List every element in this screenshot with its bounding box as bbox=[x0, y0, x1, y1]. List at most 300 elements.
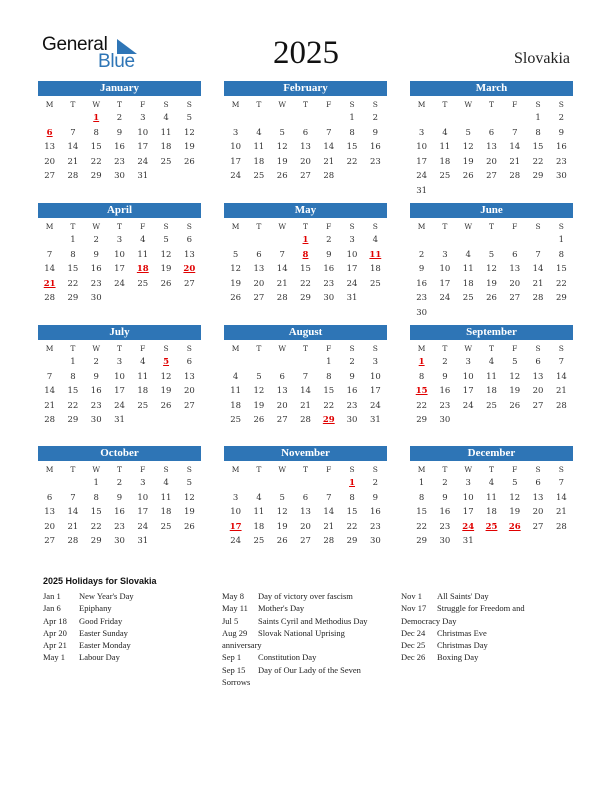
weekday-label: W bbox=[464, 100, 473, 109]
weekday-label: S bbox=[163, 222, 169, 231]
month-april bbox=[38, 203, 201, 306]
day: 1 bbox=[349, 113, 355, 123]
day: 19 bbox=[253, 400, 265, 411]
holiday-date: Nov 1 bbox=[401, 591, 423, 601]
day: 11 bbox=[253, 507, 265, 517]
holiday-item bbox=[401, 602, 525, 627]
holiday-name-continued: Democracy Day bbox=[401, 615, 457, 626]
day: 22 bbox=[67, 400, 79, 411]
day: 2 bbox=[116, 478, 123, 488]
day: 7 bbox=[535, 249, 541, 260]
day: 6 bbox=[279, 371, 285, 382]
day: 25 bbox=[230, 415, 242, 425]
day: 26 bbox=[276, 536, 288, 546]
day: 23 bbox=[369, 521, 381, 532]
day: 13 bbox=[486, 142, 497, 152]
day: 26 bbox=[160, 400, 172, 411]
day: 7 bbox=[558, 478, 565, 488]
day: 23 bbox=[114, 156, 125, 167]
day: 7 bbox=[302, 371, 309, 382]
day: 2 bbox=[442, 357, 448, 367]
day: 25 bbox=[486, 400, 497, 411]
empty-cell bbox=[433, 233, 456, 248]
day: 12 bbox=[183, 492, 195, 503]
day: 3 bbox=[116, 357, 123, 367]
day: 7 bbox=[326, 492, 332, 503]
day: 28 bbox=[555, 521, 567, 532]
day: 30 bbox=[90, 415, 102, 425]
day: 1 bbox=[93, 478, 99, 488]
weekday-label: S bbox=[163, 344, 169, 353]
weekday-label: T bbox=[442, 100, 448, 109]
weekday-label: T bbox=[116, 100, 122, 109]
weekday-label: S bbox=[372, 344, 378, 353]
day: 4 bbox=[140, 235, 146, 245]
day: 27 bbox=[44, 171, 56, 181]
day: 15 bbox=[346, 507, 358, 517]
day: 9 bbox=[116, 492, 123, 503]
day: 8 bbox=[558, 249, 565, 260]
weekday-label: F bbox=[140, 100, 146, 109]
day: 13 bbox=[300, 507, 311, 517]
weekday-label: S bbox=[558, 100, 564, 109]
empty-cell bbox=[457, 111, 480, 126]
day: 20 bbox=[532, 507, 544, 517]
day: 2 bbox=[326, 235, 332, 245]
day: 28 bbox=[44, 415, 56, 425]
day: 24 bbox=[369, 400, 381, 411]
day: 19 bbox=[230, 278, 242, 289]
weekday-label: T bbox=[256, 222, 262, 231]
weekday-label: S bbox=[349, 222, 355, 231]
day: 31 bbox=[114, 415, 125, 425]
day: 31 bbox=[137, 536, 149, 546]
day: 19 bbox=[486, 278, 497, 289]
holiday-date: Apr 20 bbox=[43, 627, 67, 638]
weekday-label: W bbox=[464, 344, 473, 353]
day: 9 bbox=[326, 249, 332, 260]
day: 8 bbox=[93, 127, 99, 138]
day: 22 bbox=[555, 278, 567, 289]
day: 26 bbox=[183, 156, 195, 167]
weekday-label: W bbox=[92, 222, 101, 231]
weekday-label: S bbox=[372, 100, 378, 109]
month-header: September bbox=[410, 325, 573, 340]
day: 15 bbox=[300, 264, 311, 274]
day: 6 bbox=[488, 127, 495, 138]
weekday-label: S bbox=[558, 465, 564, 474]
day: 18 bbox=[439, 156, 451, 167]
empty-cell bbox=[224, 233, 247, 248]
holiday-date: Aug 29 bbox=[222, 627, 248, 638]
empty-cell bbox=[271, 233, 294, 248]
holiday-item bbox=[401, 590, 525, 602]
weekday-label: S bbox=[186, 465, 192, 474]
weekday-label: F bbox=[512, 465, 518, 474]
empty-cell bbox=[247, 476, 270, 491]
empty-cell bbox=[294, 476, 317, 491]
day: 26 bbox=[276, 171, 288, 181]
holiday-day: 1 bbox=[418, 357, 425, 367]
month-header: April bbox=[38, 203, 201, 218]
day-grid bbox=[224, 96, 387, 184]
day: 24 bbox=[416, 171, 428, 181]
day: 12 bbox=[160, 249, 172, 260]
holiday-date: Apr 18 bbox=[43, 615, 67, 626]
day: 30 bbox=[369, 536, 381, 546]
holiday-item bbox=[222, 602, 368, 614]
day: 10 bbox=[369, 371, 381, 382]
day: 30 bbox=[555, 171, 567, 181]
day: 16 bbox=[323, 264, 335, 274]
day: 26 bbox=[230, 293, 242, 303]
day: 8 bbox=[326, 371, 332, 382]
day: 24 bbox=[230, 171, 242, 181]
day: 18 bbox=[230, 400, 242, 411]
weekday-label: M bbox=[45, 222, 54, 231]
weekday-label: T bbox=[442, 465, 448, 474]
day: 25 bbox=[439, 171, 451, 181]
day: 1 bbox=[558, 235, 565, 245]
holiday-day: 6 bbox=[46, 127, 53, 138]
day: 30 bbox=[114, 171, 125, 181]
holiday-date: Dec 26 bbox=[401, 652, 426, 663]
holidays-title: 2025 Holidays for Slovakia bbox=[43, 576, 157, 586]
holiday-day: 26 bbox=[508, 521, 521, 532]
holiday-date: May 1 bbox=[43, 652, 65, 663]
day: 8 bbox=[70, 249, 76, 260]
day: 27 bbox=[253, 293, 265, 303]
day: 23 bbox=[90, 400, 102, 411]
day: 28 bbox=[555, 400, 567, 411]
weekday-label: S bbox=[163, 465, 169, 474]
day: 19 bbox=[183, 507, 195, 517]
day: 4 bbox=[372, 235, 379, 245]
day: 3 bbox=[465, 357, 471, 367]
day: 10 bbox=[137, 492, 149, 503]
day: 9 bbox=[442, 492, 448, 503]
empty-cell bbox=[503, 233, 526, 248]
weekday-label: S bbox=[349, 344, 355, 353]
holiday-item bbox=[401, 639, 525, 651]
holiday-day: 20 bbox=[183, 264, 196, 274]
day-grid bbox=[410, 461, 573, 549]
day: 1 bbox=[70, 235, 76, 245]
day: 3 bbox=[116, 235, 123, 245]
day: 24 bbox=[114, 278, 125, 289]
holiday-date: May 8 bbox=[222, 591, 244, 601]
day: 2 bbox=[372, 113, 379, 123]
weekday-label: S bbox=[558, 344, 564, 353]
empty-cell bbox=[317, 111, 340, 126]
month-header: March bbox=[410, 81, 573, 96]
day: 5 bbox=[512, 478, 518, 488]
day: 12 bbox=[276, 142, 288, 152]
day: 2 bbox=[372, 478, 379, 488]
day: 9 bbox=[93, 249, 99, 260]
month-header: August bbox=[224, 325, 387, 340]
holiday-name: Easter Sunday bbox=[79, 627, 128, 638]
day: 25 bbox=[137, 400, 149, 411]
weekday-label: T bbox=[442, 222, 448, 231]
day: 31 bbox=[346, 293, 358, 303]
holiday-item bbox=[401, 627, 525, 639]
empty-cell bbox=[410, 111, 433, 126]
month-february bbox=[224, 81, 387, 184]
holiday-column bbox=[222, 590, 368, 688]
weekday-label: M bbox=[417, 344, 426, 353]
weekday-label: S bbox=[535, 344, 541, 353]
day: 15 bbox=[67, 264, 79, 274]
day: 6 bbox=[302, 127, 309, 138]
day: 2 bbox=[116, 113, 123, 123]
day: 16 bbox=[439, 507, 451, 517]
day: 15 bbox=[67, 386, 79, 396]
month-november bbox=[224, 446, 387, 549]
day: 7 bbox=[46, 371, 53, 382]
day: 5 bbox=[232, 249, 239, 260]
empty-cell bbox=[247, 355, 270, 370]
day-grid bbox=[38, 218, 201, 306]
weekday-label: S bbox=[535, 465, 541, 474]
weekday-label: W bbox=[278, 222, 287, 231]
day: 21 bbox=[276, 278, 288, 289]
holiday-item bbox=[401, 651, 525, 663]
day: 27 bbox=[44, 536, 56, 546]
day: 27 bbox=[276, 415, 288, 425]
day: 25 bbox=[160, 521, 172, 532]
month-header: December bbox=[410, 446, 573, 461]
weekday-label: M bbox=[231, 344, 240, 353]
day: 20 bbox=[532, 386, 544, 396]
holiday-name: Saints Cyril and Methodius Day bbox=[258, 615, 368, 626]
day: 19 bbox=[509, 386, 521, 396]
weekday-label: T bbox=[302, 222, 308, 231]
holiday-name: Christmas Day bbox=[437, 640, 488, 651]
day: 25 bbox=[137, 278, 149, 289]
day: 21 bbox=[67, 156, 79, 167]
day-grid bbox=[410, 218, 573, 320]
day: 30 bbox=[90, 293, 102, 303]
day: 27 bbox=[509, 293, 521, 303]
calendar-year: 2025 bbox=[273, 35, 339, 71]
holiday-day: 18 bbox=[136, 264, 149, 274]
day: 3 bbox=[140, 113, 146, 123]
day: 20 bbox=[509, 278, 521, 289]
weekday-label: T bbox=[116, 465, 122, 474]
month-july bbox=[38, 325, 201, 428]
day: 16 bbox=[555, 142, 567, 152]
holiday-date: Apr 21 bbox=[43, 640, 67, 651]
month-header: July bbox=[38, 325, 201, 340]
day: 30 bbox=[439, 536, 451, 546]
day: 15 bbox=[346, 142, 358, 152]
day: 22 bbox=[346, 521, 358, 532]
weekday-label: S bbox=[372, 465, 378, 474]
day: 12 bbox=[486, 264, 497, 274]
empty-cell bbox=[480, 233, 503, 248]
weekday-label: F bbox=[326, 100, 332, 109]
day: 14 bbox=[532, 264, 544, 274]
empty-cell bbox=[61, 111, 84, 126]
day: 30 bbox=[323, 293, 335, 303]
weekday-label: S bbox=[163, 100, 169, 109]
day: 29 bbox=[532, 171, 544, 181]
day: 8 bbox=[535, 127, 541, 138]
day: 16 bbox=[90, 264, 102, 274]
day: 11 bbox=[137, 249, 149, 260]
day: 9 bbox=[558, 127, 565, 138]
day: 15 bbox=[416, 507, 428, 517]
weekday-label: W bbox=[464, 465, 473, 474]
day: 16 bbox=[369, 507, 381, 517]
holiday-item bbox=[222, 651, 368, 663]
month-january bbox=[38, 81, 201, 184]
day: 7 bbox=[558, 357, 565, 367]
empty-cell bbox=[38, 111, 61, 126]
weekday-label: M bbox=[45, 465, 54, 474]
day: 19 bbox=[462, 156, 474, 167]
day: 29 bbox=[67, 415, 79, 425]
day: 12 bbox=[183, 127, 195, 138]
weekday-label: T bbox=[302, 100, 308, 109]
day: 4 bbox=[232, 371, 239, 382]
day: 23 bbox=[555, 156, 567, 167]
day: 15 bbox=[323, 386, 335, 396]
day: 1 bbox=[535, 113, 541, 123]
day: 8 bbox=[349, 127, 355, 138]
day: 4 bbox=[140, 357, 146, 367]
empty-cell bbox=[294, 111, 317, 126]
day: 20 bbox=[300, 521, 311, 532]
day: 20 bbox=[276, 400, 288, 411]
day: 20 bbox=[44, 521, 56, 532]
day: 17 bbox=[114, 386, 125, 396]
weekday-label: T bbox=[256, 465, 262, 474]
day: 13 bbox=[253, 264, 265, 274]
day: 17 bbox=[137, 507, 149, 517]
day: 10 bbox=[439, 264, 451, 274]
day: 25 bbox=[160, 156, 172, 167]
holiday-day: 1 bbox=[302, 235, 309, 245]
holiday-name: Labour Day bbox=[79, 652, 120, 663]
holiday-name-continued: anniversary bbox=[222, 640, 262, 651]
weekday-label: M bbox=[417, 100, 426, 109]
holiday-item bbox=[43, 627, 134, 639]
day: 20 bbox=[253, 278, 265, 289]
day: 17 bbox=[439, 278, 451, 289]
day: 28 bbox=[44, 293, 56, 303]
day: 17 bbox=[416, 156, 428, 167]
holiday-day: 21 bbox=[43, 278, 56, 289]
day: 17 bbox=[462, 507, 474, 517]
month-header: May bbox=[224, 203, 387, 218]
day: 10 bbox=[462, 492, 474, 503]
weekday-label: F bbox=[140, 344, 146, 353]
day: 3 bbox=[372, 357, 379, 367]
day: 22 bbox=[90, 156, 102, 167]
country-name: Slovakia bbox=[514, 50, 570, 67]
day: 10 bbox=[137, 127, 149, 138]
day: 18 bbox=[486, 386, 497, 396]
day: 14 bbox=[555, 371, 567, 382]
empty-cell bbox=[38, 476, 61, 491]
day: 7 bbox=[46, 249, 53, 260]
weekday-label: S bbox=[186, 100, 192, 109]
day: 22 bbox=[323, 400, 335, 411]
empty-cell bbox=[317, 476, 340, 491]
holiday-name: New Year's Day bbox=[79, 591, 134, 601]
weekday-label: F bbox=[512, 222, 518, 231]
day: 15 bbox=[90, 142, 102, 152]
day-grid bbox=[224, 218, 387, 306]
empty-cell bbox=[38, 355, 61, 370]
day: 27 bbox=[300, 536, 311, 546]
day: 12 bbox=[509, 371, 521, 382]
day: 22 bbox=[416, 400, 428, 411]
holiday-day: 17 bbox=[229, 521, 242, 532]
day: 6 bbox=[535, 478, 541, 488]
weekday-label: W bbox=[278, 100, 287, 109]
holiday-day: 1 bbox=[349, 478, 356, 488]
day: 1 bbox=[70, 357, 76, 367]
day: 28 bbox=[509, 171, 521, 181]
day: 4 bbox=[256, 127, 262, 138]
day: 14 bbox=[276, 264, 288, 274]
day: 17 bbox=[369, 386, 381, 396]
weekday-label: T bbox=[70, 100, 76, 109]
day: 10 bbox=[114, 371, 125, 382]
day: 2 bbox=[442, 478, 448, 488]
day: 9 bbox=[372, 492, 379, 503]
day: 19 bbox=[160, 264, 172, 274]
day: 5 bbox=[256, 371, 262, 382]
day-grid bbox=[410, 340, 573, 428]
weekday-label: M bbox=[417, 465, 426, 474]
day-grid bbox=[224, 340, 387, 428]
day: 19 bbox=[276, 521, 288, 532]
day: 4 bbox=[163, 113, 169, 123]
day: 20 bbox=[486, 156, 497, 167]
holiday-item bbox=[43, 651, 134, 663]
day: 22 bbox=[346, 156, 358, 167]
day: 26 bbox=[509, 400, 521, 411]
holiday-name: Struggle for Freedom and bbox=[437, 603, 525, 614]
day: 31 bbox=[369, 415, 381, 425]
day: 14 bbox=[44, 386, 56, 396]
weekday-label: M bbox=[231, 465, 240, 474]
day: 3 bbox=[232, 492, 239, 503]
day: 29 bbox=[555, 293, 567, 303]
day: 12 bbox=[276, 507, 288, 517]
empty-cell bbox=[503, 111, 526, 126]
day: 19 bbox=[183, 142, 195, 152]
day: 28 bbox=[276, 293, 288, 303]
weekday-label: S bbox=[535, 100, 541, 109]
day: 3 bbox=[232, 127, 239, 138]
day: 7 bbox=[512, 127, 518, 138]
empty-cell bbox=[433, 111, 456, 126]
day: 5 bbox=[186, 478, 193, 488]
day: 13 bbox=[509, 264, 521, 274]
holiday-name: Mother's Day bbox=[258, 603, 305, 614]
day: 10 bbox=[230, 142, 242, 152]
day: 22 bbox=[300, 278, 311, 289]
day: 6 bbox=[512, 249, 518, 260]
day: 16 bbox=[114, 507, 125, 517]
holiday-day: 5 bbox=[163, 357, 170, 367]
day: 24 bbox=[137, 521, 149, 532]
